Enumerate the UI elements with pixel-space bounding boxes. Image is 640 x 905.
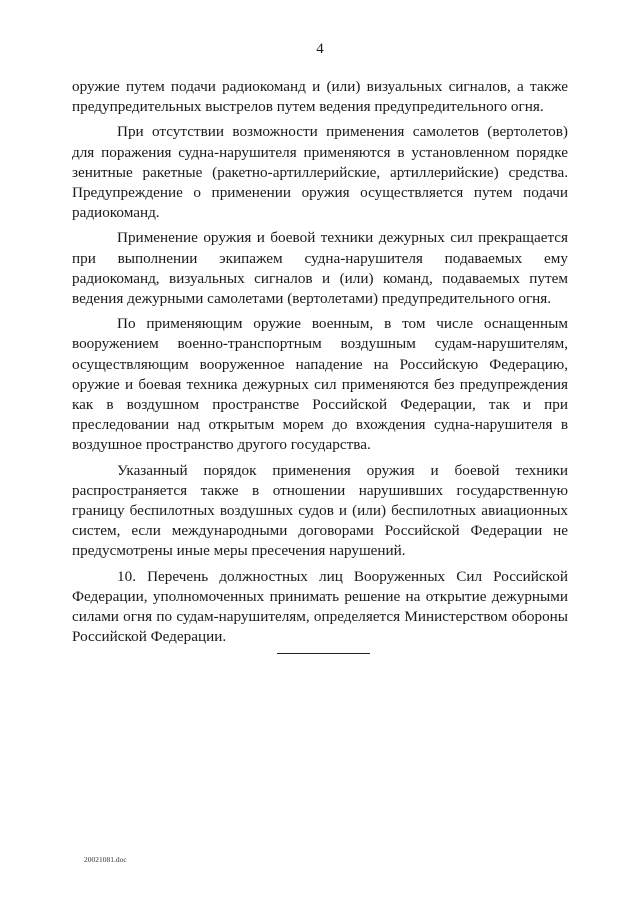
page-number: 4 xyxy=(316,41,324,57)
paragraph-cease-fire: Применение оружия и боевой техники дежурных сил прекращается при выполнении экипажем судна-нарушителя подаваемых ему радиокоманд, визуальных сигналов и (или) команд, подаваемых путем ведения дежурными самолетами (вертолетами) предупредительного огня. xyxy=(72,229,568,308)
document-body xyxy=(72,77,568,647)
paragraph-no-warning: По применяющим оружие военным, в том числе оснащенным вооружением военно-транспортным воздушным судам-нарушителям, осуществляющим вооруженное нападение на Российскую Федерацию, оружие и боевая техника дежурных сил применяются без предупреждения как в воздушном пространстве Российской Федерации, так и при преследовании над открытым морем до вхождения судна-нарушителя в воздушное пространство другого государства. xyxy=(72,315,568,454)
paragraph-air-defense: При отсутствии возможности применения самолетов (вертолетов) для поражения судна-нарушителя применяются в установленном порядке зенитные ракетные (ракетно-артиллерийские, артиллерийские) средства. Предупреждение о применении оружия осуществляется путем подачи радиокоманд. xyxy=(72,123,568,222)
paragraph-item-10: 10. Перечень должностных лиц Вооруженных Сил Российской Федерации, уполномоченных принимать решение на открытие дежурными силами огня по судам-нарушителям, определяется Министерством обороны Российской Федерации. xyxy=(72,567,568,646)
paragraph-continuation: оружие путем подачи радиокоманд и (или) визуальных сигналов, а также предупредительных выстрелов путем ведения предупредительного огня. xyxy=(72,78,568,116)
footer-doc-code: 20021081.doc xyxy=(84,855,127,864)
paragraph-unmanned: Указанный порядок применения оружия и боевой техники распространяется также в отношении нарушивших государственную границу беспилотных воздушных судов и (или) беспилотных авиационных систем, если международными договорами Российской Федерации не предусмотрены иные меры пресечения нарушений. xyxy=(72,461,568,560)
end-separator-line xyxy=(277,653,370,654)
